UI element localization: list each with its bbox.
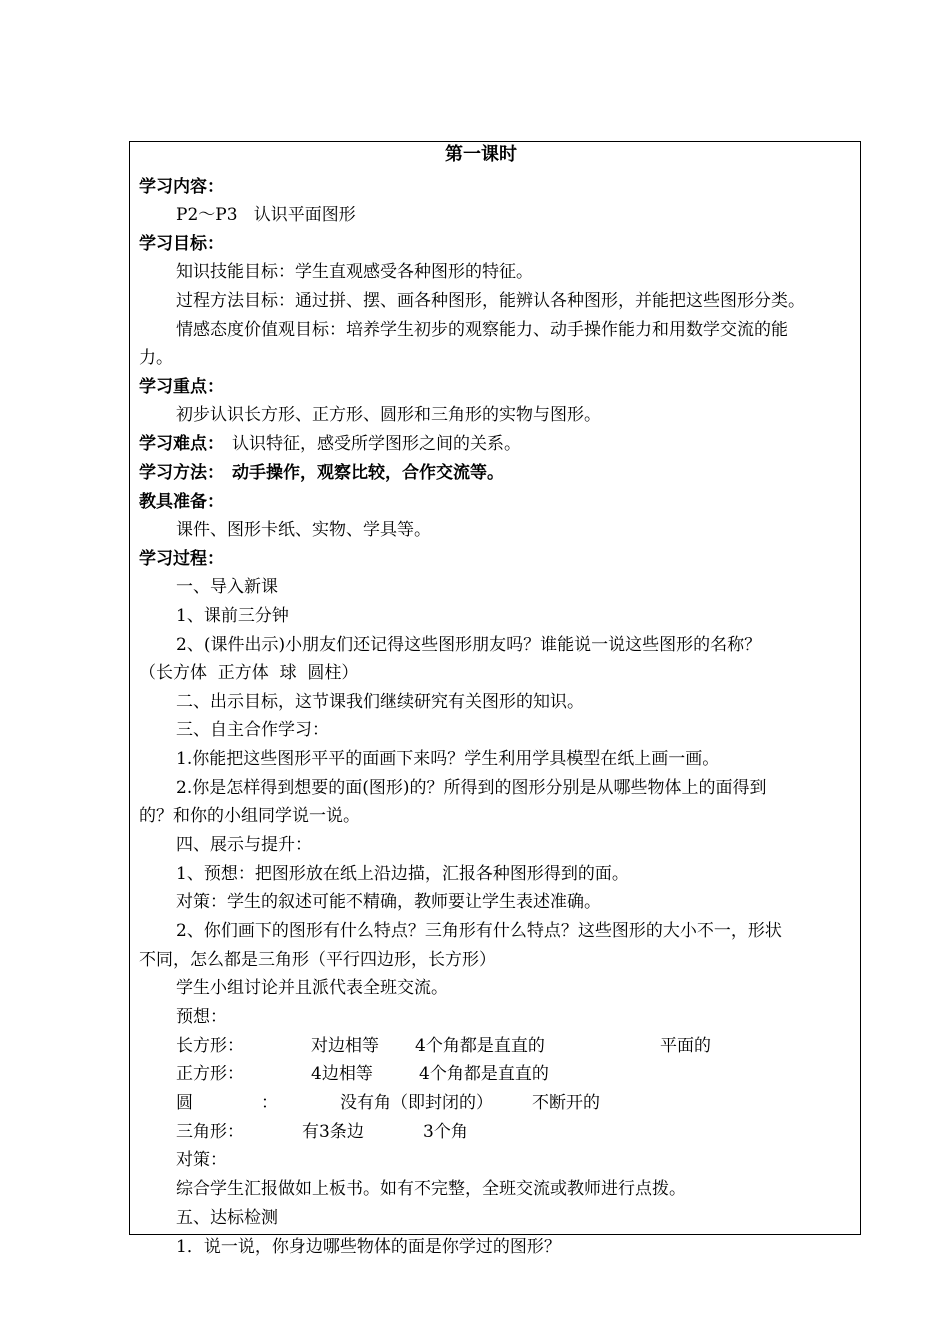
process-step-3: 三、自主合作学习： bbox=[176, 720, 329, 740]
process-step-3-2: 2.你是怎样得到想要的面(图形)的？所得到的图形分别是从哪些物体上的面得到 bbox=[176, 778, 767, 798]
objective-emotion: 情感态度价值观目标：培养学生初步的观察能力、动手操作能力和用数学交流的能 bbox=[176, 320, 788, 340]
process-step-4-1-response: 对策：学生的叙述可能不精确，教师要让学生表述准确。 bbox=[176, 892, 601, 912]
objectives-label: 学习目标： bbox=[139, 234, 224, 254]
objective-process: 过程方法目标：通过拼、摆、画各种图形，能辨认各种图形，并能把这些图形分类。 bbox=[176, 291, 805, 311]
key-points-label: 学习重点： bbox=[139, 377, 224, 397]
method: 动手操作，观察比较，合作交流等。 bbox=[232, 463, 504, 483]
process-step-3-1: 1.你能把这些图形平平的面画下来吗？学生利用学具模型在纸上画一画。 bbox=[176, 749, 720, 769]
process-step-5: 五、达标检测 bbox=[176, 1208, 278, 1228]
materials-label: 教具准备： bbox=[139, 492, 224, 512]
shape-feature-rectangle-2: 4个角都是直直的 bbox=[415, 1036, 545, 1056]
shape-feature-triangle-1: 有3条边 bbox=[302, 1122, 364, 1142]
shape-feature-rectangle-1: 对边相等 bbox=[311, 1036, 379, 1056]
process-step-1-1: 1、课前三分钟 bbox=[176, 606, 289, 626]
learning-content-label: 学习内容： bbox=[139, 177, 224, 197]
process-step-4-2: 2、你们画下的图形有什么特点？三角形有什么特点？这些图形的大小不一，形状 bbox=[176, 921, 782, 941]
shape-name-square: 正方形： bbox=[176, 1064, 244, 1084]
shape-feature-square-1: 4边相等 bbox=[311, 1064, 373, 1084]
response-text: 综合学生汇报做如上板书。如有不完整，全班交流或教师进行点拨。 bbox=[176, 1179, 686, 1199]
shape-feature-triangle-2: 3个角 bbox=[423, 1122, 468, 1142]
objective-knowledge: 知识技能目标：学生直观感受各种图形的特征。 bbox=[176, 262, 533, 282]
method-label: 学习方法： bbox=[139, 463, 224, 483]
process-step-4-2-cont: 不同，怎么都是三角形（平行四边形，长方形） bbox=[139, 950, 496, 970]
shape-feature-square-2: 4个角都是直直的 bbox=[419, 1064, 549, 1084]
shape-name-circle: 圆 bbox=[176, 1093, 193, 1113]
learning-content: P2～P3 认识平面图形 bbox=[176, 205, 356, 225]
process-label: 学习过程： bbox=[139, 549, 224, 569]
shape-feature-circle-2: 不断开的 bbox=[532, 1093, 600, 1113]
shape-feature-circle-1: 没有角（即封闭的） bbox=[340, 1093, 493, 1113]
shape-feature-rectangle-3: 平面的 bbox=[660, 1036, 711, 1056]
shape-name-circle-colon: ： bbox=[261, 1093, 278, 1113]
process-step-4: 四、展示与提升： bbox=[176, 835, 312, 855]
key-points: 初步认识长方形、正方形、圆形和三角形的实物与图形。 bbox=[176, 405, 601, 425]
response-label: 对策： bbox=[176, 1150, 227, 1170]
objective-emotion-cont: 力。 bbox=[139, 348, 173, 368]
process-discussion: 学生小组讨论并且派代表全班交流。 bbox=[176, 978, 448, 998]
process-step-1-2-cont: （长方体 正方体 球 圆柱） bbox=[139, 663, 359, 683]
process-step-3-2-cont: 的？和你的小组同学说一说。 bbox=[139, 806, 360, 826]
difficulty: 认识特征，感受所学图形之间的关系。 bbox=[232, 434, 521, 454]
process-step-5-1: 1．说一说，你身边哪些物体的面是你学过的图形？ bbox=[176, 1237, 561, 1257]
difficulty-label: 学习难点： bbox=[139, 434, 224, 454]
materials: 课件、图形卡纸、实物、学具等。 bbox=[176, 520, 431, 540]
process-step-4-1: 1、预想：把图形放在纸上沿边描，汇报各种图形得到的面。 bbox=[176, 864, 629, 884]
process-step-1-2: 2、(课件出示)小朋友们还记得这些图形朋友吗？谁能说一说这些图形的名称？ bbox=[176, 635, 762, 655]
shape-name-rectangle: 长方形： bbox=[176, 1036, 244, 1056]
prediction-label: 预想： bbox=[176, 1007, 227, 1027]
process-step-1: 一、导入新课 bbox=[176, 577, 278, 597]
shape-name-triangle: 三角形： bbox=[176, 1122, 244, 1142]
lesson-title: 第一课时 bbox=[445, 144, 517, 165]
process-step-2: 二、出示目标，这节课我们继续研究有关图形的知识。 bbox=[176, 692, 584, 712]
